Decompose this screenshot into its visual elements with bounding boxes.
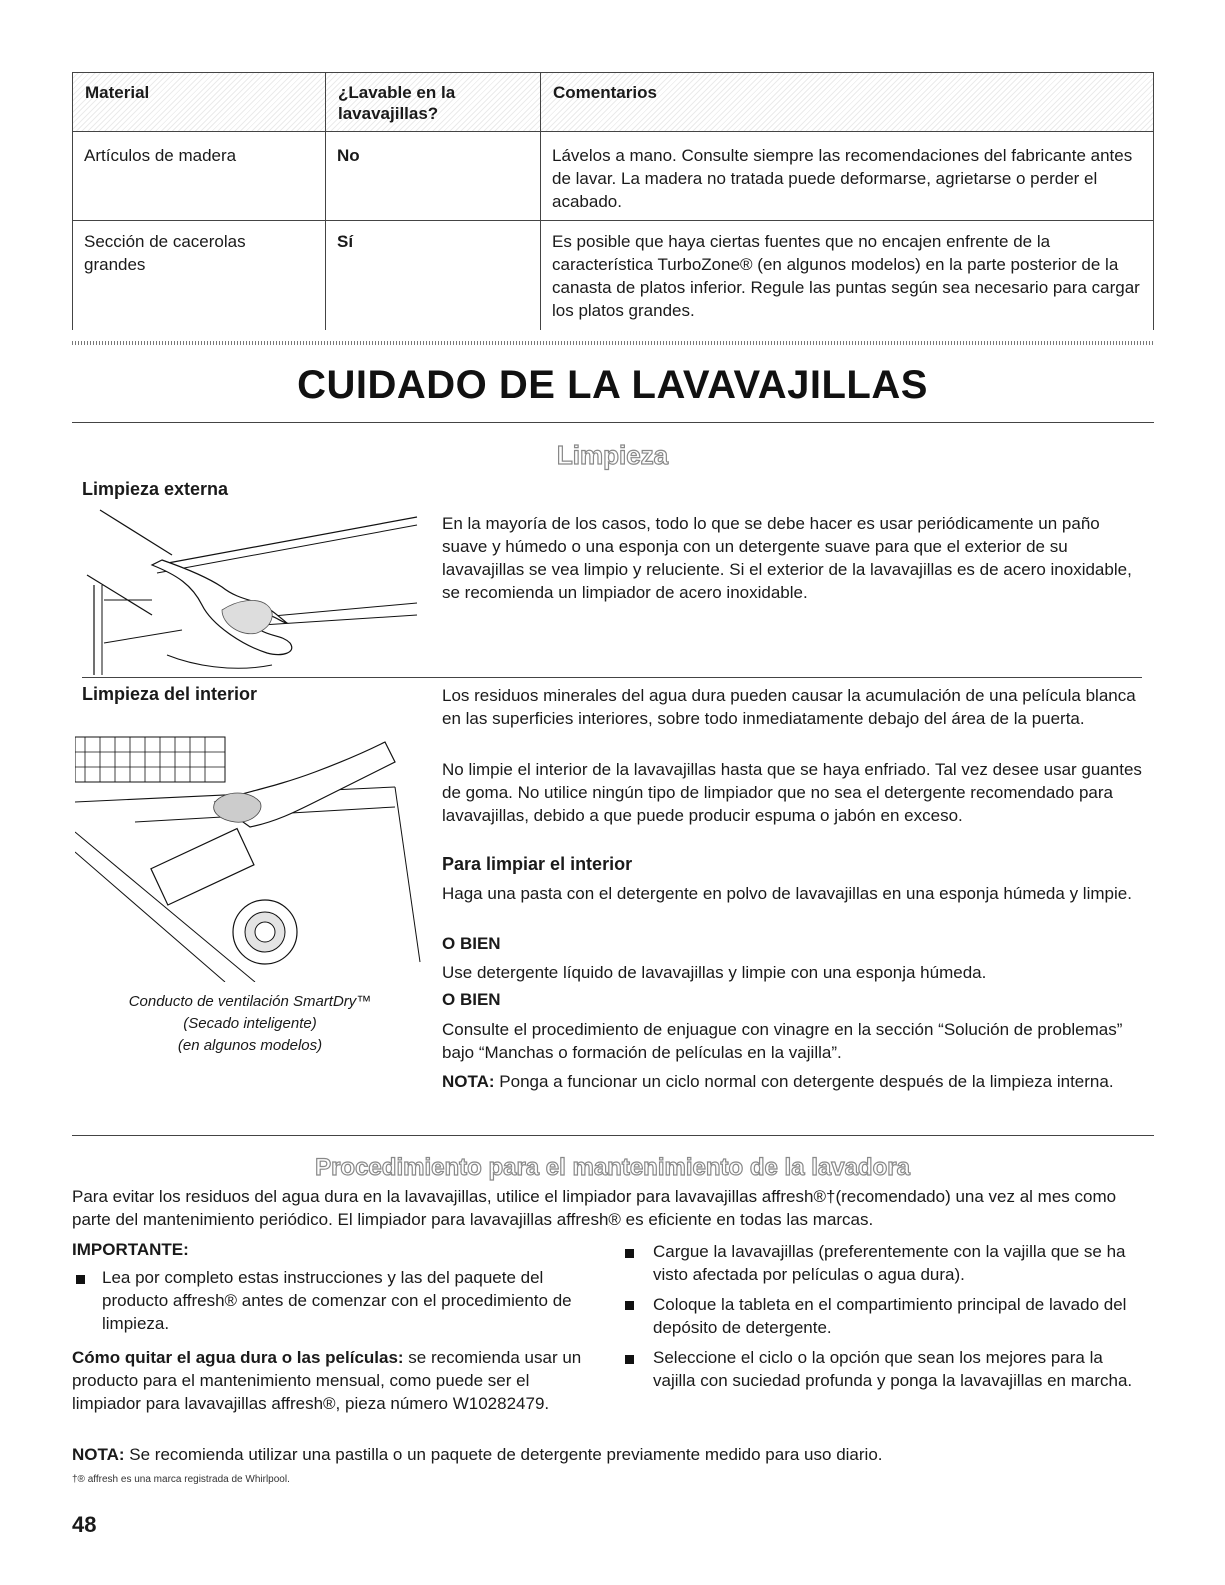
- limpieza-externa-title: Limpieza externa: [82, 479, 229, 499]
- table-cell-comentarios: Es posible que haya ciertas fuentes que no encajen enfrente de la característica TurboZone® (en algunos modelos) en la parte posterior de la canasta de platos inferior. Regule las puntas según sea necesario para cargar los platos grandes.: [552, 232, 1140, 320]
- divider: [72, 422, 1154, 423]
- caption-line-1: Conducto de ventilación SmartDry™: [128, 993, 372, 1010]
- bullet-icon: [625, 1249, 634, 1258]
- table-cell-lavable: Sí: [337, 232, 354, 251]
- right-bullet-3: Seleccione el ciclo o la opción que sean los mejores para la vajilla con suciedad profunda y ponga la lavavajillas en marcha.: [653, 1348, 1133, 1390]
- right-bullet-2: Coloque la tableta en el compartimiento principal de lavado del depósito de detergente.: [653, 1295, 1127, 1337]
- importante-label: IMPORTANTE:: [72, 1240, 189, 1259]
- right-bullet-1: Cargue la lavavajillas (preferentemente con la vajilla que se ha visto afectada por películas o agua dura).: [653, 1242, 1126, 1284]
- mantenimiento-intro: Para evitar los residuos del agua dura en la lavavajillas, utilice el limpiador para lavavajillas affresh®†(recomendado) una vez al mes como parte del mantenimiento periódico. El limpiador para lavavajillas affresh® es eficiente en todas las marcas.: [72, 1187, 1117, 1229]
- como-quitar-paragraph: [72, 1346, 592, 1415]
- como-quitar-text: se recomienda usar un producto para el mantenimiento mensual, como puede ser el limpiador para lavavajillas affresh®, pieza número W10282479.: [72, 1348, 582, 1413]
- interior-paragraph-2: No limpie el interior de la lavavajillas hasta que se haya enfriado. Tal vez desee usar guantes de goma. No utilice ningún tipo de limpiador que no sea el detergente recomendado para lavavajillas, debido a que puede producir espuma o jabón en exceso.: [442, 760, 1142, 825]
- interior-paragraph-4: Use detergente líquido de lavavajillas y limpie con una esponja húmeda.: [442, 963, 987, 982]
- table-cell-lavable: No: [337, 146, 360, 165]
- como-quitar-label: Cómo quitar el agua dura o las películas:: [72, 1348, 404, 1367]
- section-title: CUIDADO DE LA LAVAVAJILLAS: [297, 363, 928, 407]
- nota-text: Se recomienda utilizar una pastilla o un paquete de detergente previamente medido para uso diario.: [124, 1445, 883, 1464]
- nota-label: NOTA:: [72, 1445, 125, 1464]
- table-cell-material: Sección de cacerolas grandes: [84, 232, 246, 274]
- mantenimiento-heading: Procedimiento para el mantenimiento de la lavadora: [315, 1154, 910, 1181]
- dishwasher-interior-illustration: [75, 712, 425, 982]
- interior-paragraph-3: Haga una pasta con el detergente en polvo de lavavajillas en una esponja húmeda y limpie.: [442, 884, 1132, 903]
- divider: [72, 1135, 1154, 1136]
- importante-bullet: Lea por completo estas instrucciones y las del paquete del producto affresh® antes de comenzar con el procedimiento de limpieza.: [102, 1268, 572, 1333]
- limpieza-externa-text: En la mayoría de los casos, todo lo que se debe hacer es usar periódicamente un paño suave y húmedo o una esponja con un detergente suave para que el exterior de su lavavajillas se vea limpio y reluciente. Si el exterior de la lavavajillas es de acero inoxidable, se recomienda un limpiador de acero inoxidable.: [442, 514, 1132, 602]
- table-header-row: [72, 72, 1154, 132]
- divider: [82, 677, 1142, 678]
- page-number: 48: [72, 1512, 97, 1537]
- table-header-material: Material: [85, 83, 150, 102]
- caption-line-3: (en algunos modelos): [177, 1037, 323, 1054]
- limpieza-interior-title: Limpieza del interior: [82, 684, 258, 704]
- dotted-divider: [72, 341, 1154, 345]
- para-limpiar-subheading: Para limpiar el interior: [442, 854, 633, 874]
- o-bien-label: O BIEN: [442, 934, 501, 953]
- hand-wiping-illustration: [82, 505, 427, 680]
- bullet-icon: [625, 1355, 634, 1364]
- interior-nota: [442, 1070, 1142, 1093]
- table-header-comentarios: Comentarios: [553, 83, 657, 102]
- caption-line-2: (Secado inteligente): [183, 1015, 317, 1032]
- footnote: †® affresh es una marca registrada de Whirlpool.: [72, 1474, 290, 1485]
- interior-paragraph-5: Consulte el procedimiento de enjuague con vinagre en la sección “Solución de problemas” bajo “Manchas o formación de películas en la vajilla”.: [442, 1020, 1123, 1062]
- limpieza-heading: Limpieza: [556, 440, 669, 470]
- o-bien-label: O BIEN: [442, 990, 501, 1009]
- mantenimiento-nota: [72, 1443, 1152, 1466]
- bullet-icon: [76, 1275, 85, 1284]
- table-cell-material: Artículos de madera: [84, 146, 237, 165]
- table-cell-comentarios: Lávelos a mano. Consulte siempre las recomendaciones del fabricante antes de lavar. La madera no tratada puede deformarse, agrietarse o perder el acabado.: [552, 146, 1133, 211]
- interior-paragraph-1: Los residuos minerales del agua dura pueden causar la acumulación de una película blanca en las superficies interiores, sobre todo inmediatamente debajo del área de la puerta.: [442, 686, 1136, 728]
- nota-text: Ponga a funcionar un ciclo normal con detergente después de la limpieza interna.: [494, 1072, 1114, 1091]
- bullet-icon: [625, 1301, 634, 1310]
- nota-label: NOTA:: [442, 1072, 495, 1091]
- table-header-lavable: ¿Lavable en la lavavajillas?: [338, 83, 456, 123]
